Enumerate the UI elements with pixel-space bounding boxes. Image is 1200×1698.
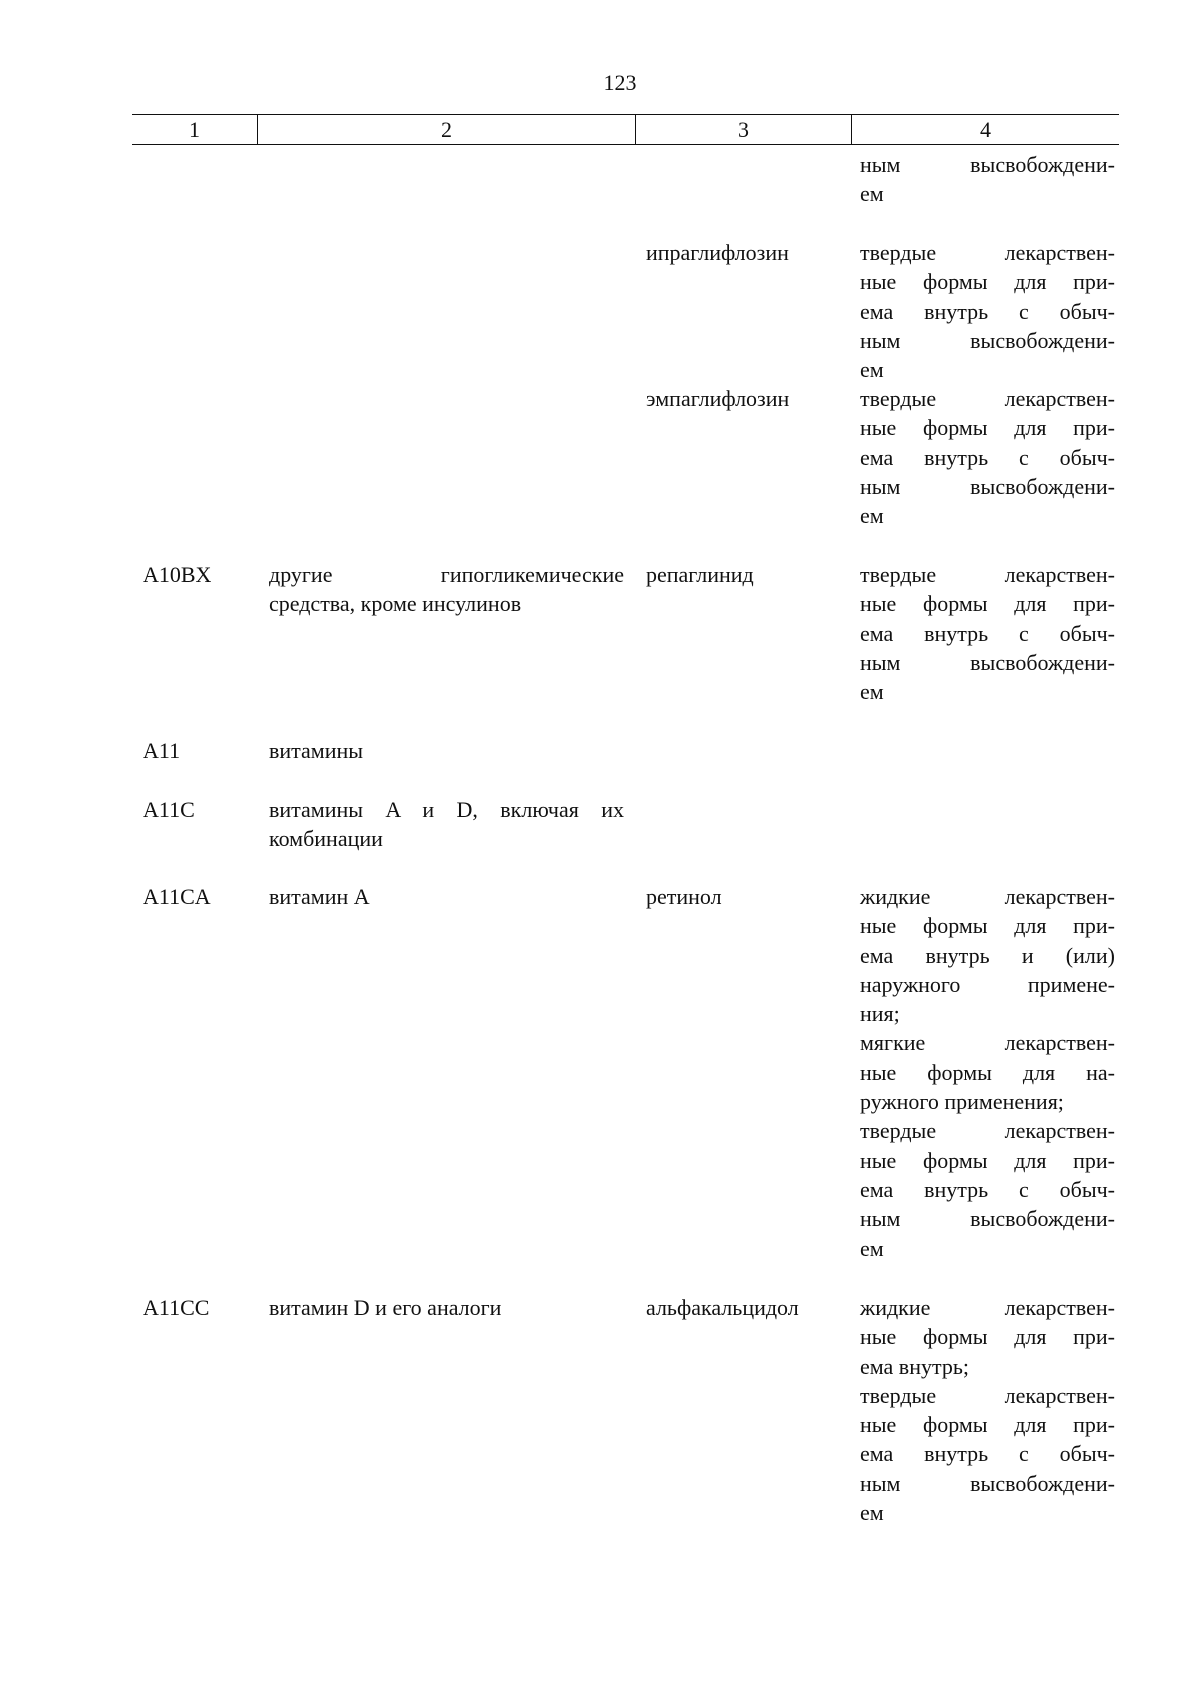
dosage-form-line: ема внутрь; — [860, 1353, 969, 1379]
dosage-form-line: ным высвобождени- — [860, 1206, 1115, 1232]
dosage-form-line: ные формы для при- — [860, 1412, 1115, 1438]
dosage-form-line: ным высвобождени- — [860, 152, 1115, 177]
atc-code-cell: A11CC — [143, 1295, 210, 1320]
drug-name-cell: ипраглифлозин — [646, 240, 789, 265]
group-name-line: другие гипогликемические — [269, 562, 624, 587]
dosage-form-cell — [860, 384, 1115, 530]
group-name-cell — [269, 560, 624, 619]
dosage-form-line: ные формы для при- — [860, 913, 1115, 939]
dosage-form-line: ные формы для при- — [860, 415, 1115, 441]
column-header-3: 3 — [636, 115, 852, 145]
dosage-form-cell — [860, 882, 1115, 1263]
page-number: 123 — [603, 70, 637, 95]
dosage-form-line: ем — [860, 503, 884, 529]
dosage-form-line: ем — [860, 357, 884, 383]
dosage-form-line: мягкие лекарствен- — [860, 1030, 1115, 1056]
dosage-form-line: ема внутрь с обыч- — [860, 620, 1115, 646]
group-name-line: витамин A — [269, 884, 370, 909]
group-name-cell — [269, 882, 624, 911]
group-name-line: витамины A и D, включая их — [269, 797, 624, 822]
group-name-line: комбинации — [269, 826, 383, 852]
drug-name-cell: репаглинид — [646, 562, 754, 587]
dosage-form-line: ным высвобождени- — [860, 649, 1115, 675]
dosage-form-line: ема внутрь с обыч- — [860, 444, 1115, 470]
dosage-form-line: ема внутрь и (или) — [860, 942, 1115, 968]
column-header-4: 4 — [852, 115, 1120, 145]
dosage-form-line: ные формы для при- — [860, 591, 1115, 617]
dosage-form-line: ема внутрь с обыч- — [860, 1441, 1115, 1467]
dosage-form-line: ные формы для на- — [860, 1059, 1115, 1085]
group-name-line: средства, кроме инсулинов — [269, 591, 522, 617]
dosage-form-line: твердые лекарствен- — [860, 1382, 1115, 1408]
group-name-cell — [269, 1293, 624, 1322]
group-name-cell — [269, 795, 624, 854]
dosage-form-line: ным высвобождени- — [860, 327, 1115, 353]
dosage-form-cell — [860, 560, 1115, 706]
dosage-form-line: ема внутрь с обыч- — [860, 1176, 1115, 1202]
dosage-form-line: ния; — [860, 1001, 900, 1027]
group-name-line: витамины — [269, 738, 364, 763]
column-header-1: 1 — [132, 115, 258, 145]
atc-code-cell: A11C — [143, 797, 195, 822]
dosage-form-line: твердые лекарствен- — [860, 1118, 1115, 1144]
dosage-form-line: ем — [860, 679, 884, 705]
drug-name-cell: эмпаглифлозин — [646, 386, 790, 411]
dosage-form-line: жидкие лекарствен- — [860, 1295, 1115, 1320]
dosage-form-line: ем — [860, 1235, 884, 1261]
dosage-form-line: ные формы для при- — [860, 1324, 1115, 1350]
dosage-form-cell — [860, 1293, 1115, 1527]
atc-code-cell: A11CA — [143, 884, 211, 909]
dosage-form-line: твердые лекарствен- — [860, 240, 1115, 265]
dosage-form-line: ем — [860, 1500, 884, 1526]
dosage-form-line: наружного примене- — [860, 971, 1115, 997]
dosage-form-line: твердые лекарствен- — [860, 386, 1115, 411]
dosage-form-line: жидкие лекарствен- — [860, 884, 1115, 909]
atc-code-cell: A11 — [143, 738, 181, 763]
dosage-form-line: ные формы для при- — [860, 1147, 1115, 1173]
column-header-row — [132, 114, 1119, 145]
dosage-form-line: ем — [860, 181, 884, 207]
dosage-form-line: ружного применения; — [860, 1089, 1064, 1115]
dosage-form-cell — [860, 150, 1115, 209]
dosage-form-line: ным высвобождени- — [860, 473, 1115, 499]
dosage-form-line: ема внутрь с обыч- — [860, 298, 1115, 324]
dosage-form-line: ным высвобождени- — [860, 1470, 1115, 1496]
column-header-2: 2 — [258, 115, 636, 145]
dosage-form-line: ные формы для при- — [860, 269, 1115, 295]
drug-name-cell: ретинол — [646, 884, 722, 909]
dosage-form-line: твердые лекарствен- — [860, 562, 1115, 587]
group-name-line: витамин D и его аналоги — [269, 1295, 502, 1320]
dosage-form-cell — [860, 238, 1115, 384]
drug-name-cell: альфакальцидол — [646, 1295, 799, 1320]
atc-code-cell: A10BX — [143, 562, 212, 587]
group-name-cell — [269, 736, 624, 765]
